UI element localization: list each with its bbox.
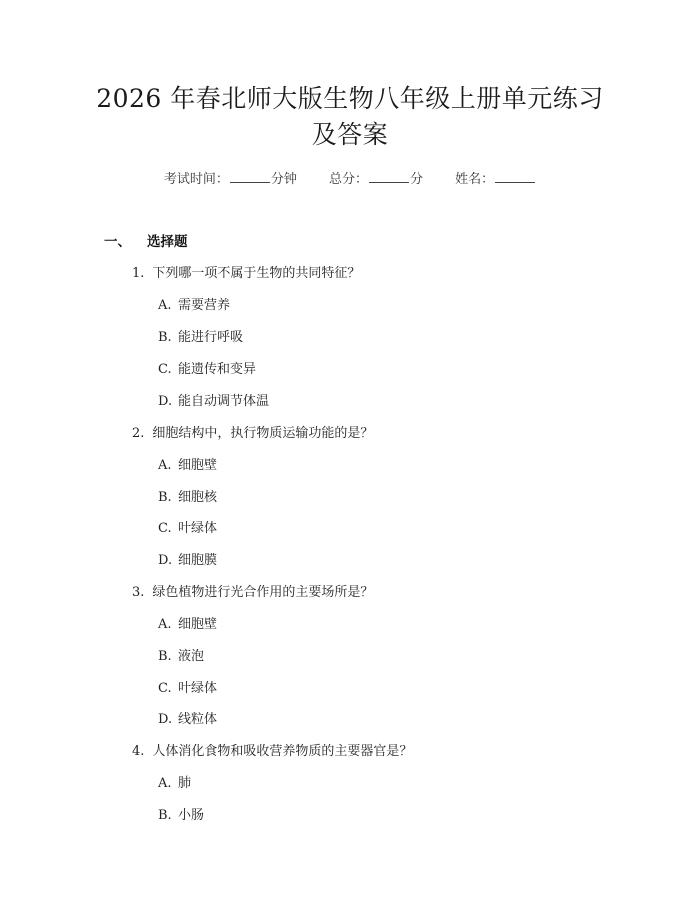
option-text: 细胞壁: [178, 458, 218, 473]
name-blank: [495, 170, 535, 183]
question-2-option-d: [158, 549, 217, 568]
question-number: 4.: [132, 744, 145, 759]
time-unit: 分钟: [270, 172, 297, 187]
question-4: [132, 740, 412, 759]
option-letter: D.: [158, 712, 173, 727]
question-2-option-b: [158, 486, 217, 505]
section-title: 选择题: [147, 234, 188, 250]
option-letter: A.: [158, 617, 172, 632]
time-blank: [230, 170, 270, 183]
option-letter: B.: [158, 808, 172, 823]
question-4-option-b: [158, 804, 204, 823]
question-3-option-a: [158, 613, 217, 632]
option-text: 叶绿体: [178, 521, 218, 536]
question-text: 下列哪一项不属于生物的共同特征？: [152, 266, 361, 281]
option-letter: C.: [158, 521, 172, 536]
exam-time: [164, 172, 297, 187]
question-3-option-d: [158, 708, 217, 727]
option-letter: C.: [158, 362, 172, 377]
question-1-option-d: [158, 390, 269, 409]
option-letter: A.: [158, 298, 172, 313]
option-letter: B.: [158, 330, 172, 345]
question-text: 绿色植物进行光合作用的主要场所是？: [152, 585, 374, 600]
option-text: 小肠: [178, 808, 205, 823]
question-text: 人体消化食物和吸收营养物质的主要器官是？: [152, 744, 413, 759]
question-4-option-a: [158, 772, 191, 791]
option-letter: A.: [158, 458, 172, 473]
question-2-option-c: [158, 517, 217, 536]
option-text: 线粒体: [178, 712, 218, 727]
option-letter: D.: [158, 553, 173, 568]
question-text: 细胞结构中，执行物质运输功能的是？: [152, 426, 374, 441]
option-text: 细胞核: [178, 490, 218, 505]
option-text: 肺: [178, 776, 192, 791]
exam-meta: [0, 168, 700, 187]
option-letter: B.: [158, 490, 172, 505]
name-label: 姓名：: [455, 172, 495, 187]
time-label: 考试时间：: [163, 172, 229, 187]
section-heading: [104, 230, 188, 250]
question-1: [132, 262, 360, 281]
section-number: 一、: [104, 234, 131, 250]
question-number: 3.: [132, 585, 145, 600]
question-3-option-b: [158, 645, 204, 664]
question-number: 2.: [132, 426, 145, 441]
student-name: [455, 172, 536, 187]
page-title-line-2: 及答案: [311, 120, 389, 149]
page-title-line-1: 2026 年春北师大版生物八年级上册单元练习: [96, 84, 604, 113]
option-letter: D.: [158, 394, 173, 409]
question-1-option-b: [158, 326, 243, 345]
question-number: 1.: [132, 266, 145, 281]
question-2: [132, 422, 373, 441]
score-unit: 分: [410, 172, 424, 187]
option-text: 需要营养: [178, 298, 231, 313]
option-text: 能自动调节体温: [178, 394, 270, 409]
total-score: [329, 172, 423, 187]
score-blank: [369, 170, 409, 183]
option-text: 细胞膜: [178, 553, 218, 568]
score-label: 总分：: [328, 172, 368, 187]
option-text: 叶绿体: [178, 681, 218, 696]
option-text: 能遗传和变异: [178, 362, 257, 377]
question-3: [132, 581, 373, 600]
option-letter: C.: [158, 681, 172, 696]
option-letter: A.: [158, 776, 172, 791]
option-text: 液泡: [178, 649, 205, 664]
question-3-option-c: [158, 677, 217, 696]
question-1-option-c: [158, 358, 256, 377]
option-text: 能进行呼吸: [178, 330, 244, 345]
question-2-option-a: [158, 454, 217, 473]
question-1-option-a: [158, 294, 230, 313]
option-text: 细胞壁: [178, 617, 218, 632]
option-letter: B.: [158, 649, 172, 664]
